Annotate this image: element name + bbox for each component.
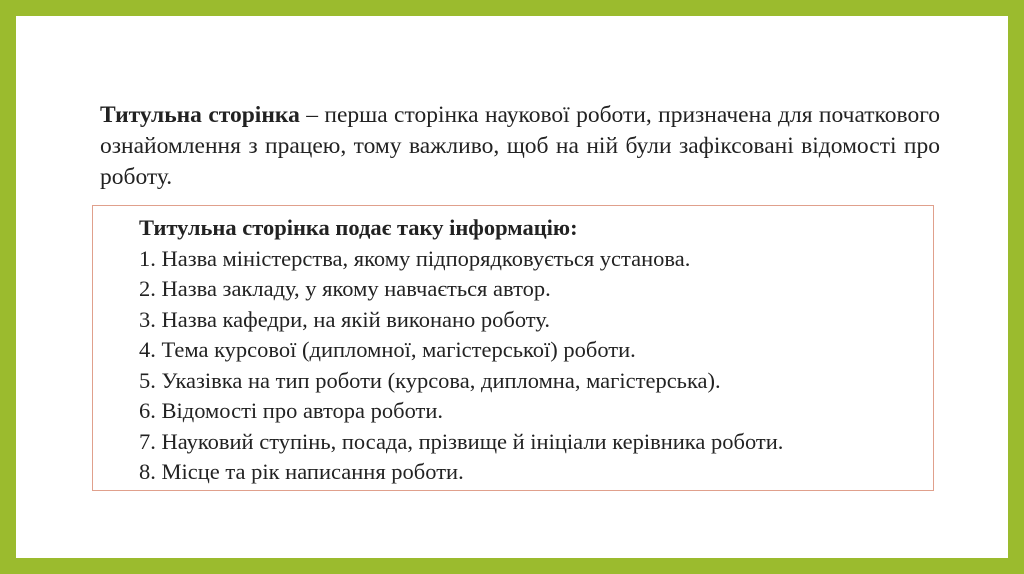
info-box-content [139, 213, 923, 488]
list-item: 7. Науковий ступінь, посада, прізвище й ініціали керівника роботи. [139, 428, 784, 454]
list-item: 4. Тема курсової (дипломної, магістерської) роботи. [139, 337, 636, 362]
info-box [92, 205, 934, 491]
intro-definition: – перша сторінка наукової роботи, призначена для початкового ознайомлення з працею, тому важливо, щоб на ній були зафіксовані відомості про роботу. [100, 102, 941, 190]
list-item: 3. Назва кафедри, на якій виконано роботу. [139, 306, 550, 332]
intro-term: Титульна сторінка [100, 102, 300, 128]
intro-paragraph [100, 100, 940, 193]
list-item: 2. Назва закладу, у якому навчається автор. [139, 276, 551, 301]
list-item: 5. Указівка на тип роботи (курсова, дипломна, магістерська). [139, 367, 721, 393]
slide [16, 16, 1008, 558]
list-item: 1. Назва міністерства, якому підпорядковується установа. [139, 245, 691, 271]
list-item: 8. Місце та рік написання роботи. [139, 459, 464, 484]
info-box-title: Титульна сторінка подає таку інформацію: [139, 215, 578, 240]
list-item: 6. Відомості про автора роботи. [139, 398, 444, 423]
